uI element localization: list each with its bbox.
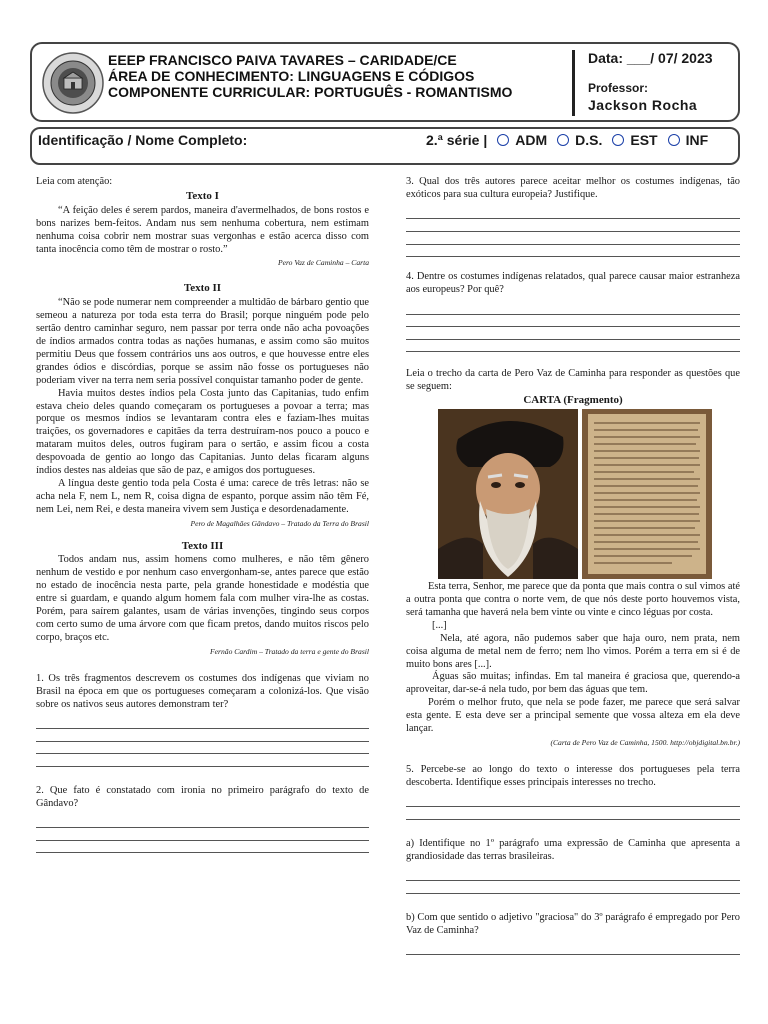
carta-paragraph-2: Nela, até agora, não pudemos saber que haja ouro, nem prata, nem coisa alguma de metal nem de ferro; nem lho vimos. Porém a terra em si é de muito bons ares [...].	[406, 632, 740, 670]
professor-name: Jackson Rocha	[588, 97, 698, 113]
left-column	[36, 176, 369, 853]
identification-box	[30, 127, 740, 165]
radio-circle-icon[interactable]	[612, 134, 624, 146]
answer-lines-q5a[interactable]	[406, 869, 740, 894]
texto1-source: Pero Vaz de Caminha – Carta	[277, 258, 369, 268]
school-info	[108, 52, 512, 100]
carta-source: (Carta de Pero Vaz de Caminha, 1500. http://objdigital.bn.br.)	[550, 737, 740, 747]
serie-selector	[426, 132, 708, 148]
right-column	[406, 176, 740, 955]
answer-lines-q4[interactable]	[406, 302, 740, 352]
carta-images	[406, 409, 740, 579]
question-5b: b) Com que sentido o adjetivo "graciosa" do 3º parágrafo é empregado por Pero Vaz de Caminha?	[406, 911, 740, 936]
date-field: Data: ___/ 07/ 2023	[588, 50, 713, 66]
radio-circle-icon[interactable]	[668, 134, 680, 146]
name-field-label: Identificação / Nome Completo:	[38, 132, 248, 148]
carta-ellipsis: [...]	[432, 619, 447, 631]
carta-manuscript-image	[582, 409, 712, 579]
question-4: 4. Dentre os costumes indígenas relatados, qual parece causar maior estranheza aos europeus? Por quê?	[406, 271, 740, 296]
professor-label: Professor:	[588, 81, 649, 95]
intro-text: Leia com atenção:	[36, 176, 113, 187]
radio-circle-icon[interactable]	[557, 134, 569, 146]
option-adm[interactable]	[497, 132, 547, 148]
question-5a: a) Identifique no 1º parágrafo uma expressão de Caminha que apresenta a grandiosidade das terras brasileiras.	[406, 837, 740, 862]
header-box	[30, 42, 740, 122]
answer-lines-q2[interactable]	[36, 816, 369, 854]
header-divider	[572, 50, 575, 116]
texto3-body: Todos andam nus, assim homens como mulheres, e não têm gênero nenhum de vestido e por nenhum caso envergonham-se, antes parece que estão no estado de inocência nesta parte, pela grande honestidade e modéstia que entre si guardam, e quando algum homem fala com mulher vira-lhe as costas. Porém, para saírem galantes, usam de várias invenções, tingindo seus corpos com certo sumo de uma árvore com que ficam pretos, dando muitos riscos pelo corpo, braços etc.	[36, 554, 369, 643]
carta-paragraph-4: Porém o melhor fruto, que nela se pode fazer, me parece que será salvar esta gente. E esta deve ser a principal semente que vossa alteza em ela deve lançar.	[406, 697, 740, 735]
option-ds[interactable]	[557, 132, 602, 148]
option-label: D.S.	[575, 132, 603, 148]
option-label: ADM	[515, 132, 548, 148]
answer-lines-q5[interactable]	[406, 795, 740, 820]
answer-lines-q1[interactable]	[36, 716, 369, 766]
school-logo	[42, 52, 104, 114]
carta-paragraph-1: Esta terra, Senhor, me parece que da ponta que mais contra o sul vimos até a outra ponta que contra o norte vem, de que nós deste porto houvemos vista, será tamanha que haverá nela bem vinte ou vinte e cinco léguas por costa.	[406, 581, 740, 618]
answer-lines-q5b[interactable]	[406, 943, 740, 956]
option-label: INF	[685, 132, 709, 148]
question-5: 5. Percebe-se ao longo do texto o interesse dos portugueses pela terra descoberta. Identifique esses principais interesses no trecho.	[406, 763, 740, 788]
texto3-source: Fernão Cardim – Tratado da terra e gente do Brasil	[210, 646, 369, 656]
curricular-component: COMPONENTE CURRICULAR: PORTUGUÊS - ROMANTISMO	[108, 84, 513, 100]
texto2-paragraph-2: Havia muitos destes índios pela Costa junto das Capitanias, tudo enfim estava cheio deles quando começaram os portugueses a povoar a terra; mas porque os mesmos índios se levantaram contra eles e faziam-lhes muitas traições, os governadores e capitães da terra destruíram-nos pouco a pouco e mataram muitos deles, outros fugiram para o sertão, e assim ficou a costa despovoada de gentio ao longo das Capitanias. Junto delas ficaram alguns índios destes nas aldeias que são de paz, e amigos dos portugueses.	[36, 387, 369, 477]
option-est[interactable]	[612, 132, 657, 148]
texto2-source: Pero de Magalhães Gândavo – Tratado da Terra do Brasil	[190, 518, 369, 528]
texto2-paragraph-3: A língua deste gentio toda pela Costa é uma: carece de três letras: não se acha nela F, nem L, nem R, coisa digna de espanto, porque assim não têm Fé, nem Lei, nem Rei, e desta maneira vivem sem Justiça e desordenadamente.	[36, 477, 369, 515]
answer-lines-q3[interactable]	[406, 207, 740, 257]
texto1-body: “A feição deles é serem pardos, maneira d'avermelhados, de bons rostos e bons narizes bem-feitos. Andam nus sem nenhuma cobertura, nem estimam nenhuma coisa cobrir nem mostrar suas vergonhas e estão acerca disso com tanta inocência como têm de mostrar o rosto.”	[36, 204, 369, 255]
option-label: EST	[630, 132, 658, 148]
question-1: 1. Os três fragmentos descrevem os costumes dos indígenas que viviam no Brasil na época em que os portugueses começaram a colonizá-los. Que visão sobre os nativos seus autores demonstram ter?	[36, 672, 369, 710]
texto3-title: Texto III	[181, 539, 224, 552]
carta-title: CARTA (Fragmento)	[523, 394, 623, 407]
texto2-title: Texto II	[183, 282, 222, 295]
option-inf[interactable]	[668, 132, 709, 148]
carta-intro: Leia o trecho da carta de Pero Vaz de Caminha para responder as questões que se seguem:	[406, 368, 740, 393]
radio-circle-icon[interactable]	[497, 134, 509, 146]
knowledge-area: ÁREA DE CONHECIMENTO: LINGUAGENS E CÓDIGOS	[108, 68, 475, 84]
serie-label: 2.ª série |	[426, 132, 488, 148]
question-2: 2. Que fato é constatado com ironia no primeiro parágrafo do texto de Gândavo?	[36, 784, 369, 809]
school-name: EEEP FRANCISCO PAIVA TAVARES – CARIDADE/CE	[108, 52, 457, 68]
texto1-title: Texto I	[186, 189, 219, 202]
caminha-portrait-image	[438, 409, 578, 579]
texto2-paragraph-1: “Não se pode numerar nem compreender a multidão de bárbaro gentio que semeou a natureza por toda esta terra do Brasil; porque ninguém pode pelo sertão dentro caminhar seguro, nem passar por terra onde não acha povoações de índios armados contra todas as nações humanas, e assim como são muitos permitiu Deus que fossem contrários uns aos outros, e que houvesse entre eles grandes ódios e discórdias, porque se assim não fosse os portugueses não poderiam viver na terra nem seria possível conquistar tamanho poder de gente.	[36, 297, 369, 386]
carta-paragraph-3: Águas são muitas; infindas. Em tal maneira é graciosa que, querendo-a aproveitar, dar-se-á nela tudo, por bem das águas que tem.	[406, 671, 740, 696]
question-3: 3. Qual dos três autores parece aceitar melhor os costumes indígenas, tão exóticos para sua cultura europeia? Justifique.	[406, 176, 740, 200]
